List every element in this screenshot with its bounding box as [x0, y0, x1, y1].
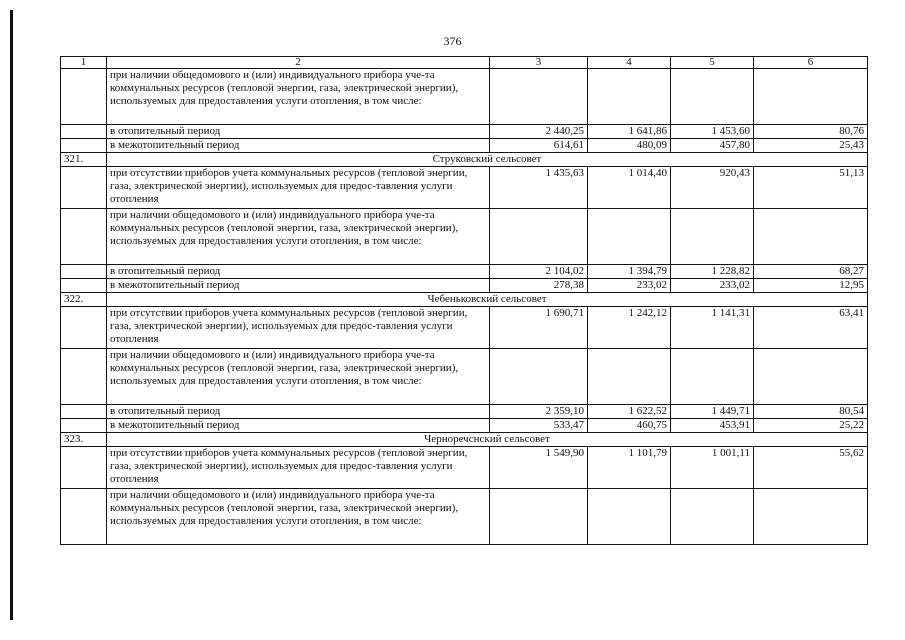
value-col-6: 51,13: [754, 167, 868, 209]
row-number: [61, 349, 107, 405]
table-row: [61, 307, 868, 349]
table-row: [61, 69, 868, 125]
value-col-3: 2 440,25: [490, 125, 588, 139]
header-cell: 4: [588, 57, 671, 69]
value-col-3: 278,38: [490, 279, 588, 293]
header-cell: 3: [490, 57, 588, 69]
value-col-6: 12,95: [754, 279, 868, 293]
value-col-5: 1 228,82: [671, 265, 754, 279]
value-col-4: 1 242,12: [588, 307, 671, 349]
value-col-4: 233,02: [588, 279, 671, 293]
header-cell: 2: [107, 57, 490, 69]
section-row: [61, 153, 868, 167]
row-description: при отсутствии приборов учета коммунальных ресурсов (тепловой энергии, газа, электрической энергии), используемых для предос-тавления услуги отопления: [107, 307, 490, 349]
row-description: в межотопительный период: [107, 419, 490, 433]
value-col-6: [754, 349, 868, 405]
header-cell: 1: [61, 57, 107, 69]
value-col-5: 457,80: [671, 139, 754, 153]
row-number: [61, 167, 107, 209]
value-col-4: 1 101,79: [588, 447, 671, 489]
value-col-5: [671, 209, 754, 265]
page-number: 376: [443, 34, 462, 48]
value-col-6: [754, 69, 868, 125]
row-number: [61, 447, 107, 489]
value-col-4: [588, 489, 671, 545]
row-description: в межотопительный период: [107, 139, 490, 153]
table-row: [61, 265, 868, 279]
row-description: при наличии общедомового и (или) индивидуального прибора уче-та коммунальных ресурсов (тепловой энергии, газа, электрической энергии), используемых для предоставления услуги отопления, в том числе:: [107, 69, 490, 125]
value-col-5: 1 001,11: [671, 447, 754, 489]
table-row: [61, 405, 868, 419]
section-title: Чебеньковский сельсовет: [107, 293, 868, 307]
value-col-3: [490, 349, 588, 405]
value-col-5: 1 449,71: [671, 405, 754, 419]
row-description: в межотопительный период: [107, 279, 490, 293]
value-col-6: 55,62: [754, 447, 868, 489]
row-number: [61, 489, 107, 545]
tariff-table-body: [61, 57, 868, 545]
section-row: [61, 433, 868, 447]
row-description: в отопительный период: [107, 125, 490, 139]
value-col-5: 920,43: [671, 167, 754, 209]
row-description: при наличии общедомового и (или) индивидуального прибора уче-та коммунальных ресурсов (тепловой энергии, газа, электрической энергии), используемых для предоставления услуги отопления, в том числе:: [107, 209, 490, 265]
value-col-3: 2 359,10: [490, 405, 588, 419]
value-col-6: 80,76: [754, 125, 868, 139]
value-col-5: [671, 349, 754, 405]
header-cell: 6: [754, 57, 868, 69]
section-number: 322.: [61, 293, 107, 307]
value-col-6: [754, 209, 868, 265]
section-row: [61, 293, 868, 307]
value-col-4: [588, 69, 671, 125]
value-col-4: 460,75: [588, 419, 671, 433]
section-title: Черноречснский сельсовет: [107, 433, 868, 447]
table-row: [61, 167, 868, 209]
row-description: при отсутствии приборов учета коммунальных ресурсов (тепловой энергии, газа, электрической энергии), используемых для предос-тавления услуги отопления: [107, 447, 490, 489]
value-col-5: [671, 69, 754, 125]
value-col-5: 233,02: [671, 279, 754, 293]
row-number: [61, 405, 107, 419]
value-col-4: [588, 209, 671, 265]
value-col-4: 1 622,52: [588, 405, 671, 419]
row-number: [61, 265, 107, 279]
value-col-3: 533,47: [490, 419, 588, 433]
table-row: [61, 349, 868, 405]
row-number: [61, 125, 107, 139]
value-col-3: 614,61: [490, 139, 588, 153]
value-col-4: 1 014,40: [588, 167, 671, 209]
value-col-4: 1 394,79: [588, 265, 671, 279]
value-col-3: 1 435,63: [490, 167, 588, 209]
value-col-6: 63,41: [754, 307, 868, 349]
value-col-3: [490, 209, 588, 265]
row-description: при наличии общедомового и (или) индивидуального прибора уче-та коммунальных ресурсов (тепловой энергии, газа, электрической энергии), используемых для предоставления услуги отопления, в том числе:: [107, 349, 490, 405]
value-col-3: [490, 69, 588, 125]
value-col-6: 80,54: [754, 405, 868, 419]
tariff-table: [60, 56, 868, 545]
section-number: 321.: [61, 153, 107, 167]
table-row: [61, 139, 868, 153]
table-row: [61, 209, 868, 265]
row-description: в отопительный период: [107, 265, 490, 279]
row-number: [61, 307, 107, 349]
value-col-3: 2 104,02: [490, 265, 588, 279]
value-col-4: [588, 349, 671, 405]
left-margin-rule: [10, 10, 13, 620]
row-number: [61, 209, 107, 265]
value-col-6: 25,43: [754, 139, 868, 153]
value-col-4: 480,09: [588, 139, 671, 153]
column-number-header: [61, 57, 868, 69]
value-col-5: [671, 489, 754, 545]
section-title: Струковский сельсовет: [107, 153, 868, 167]
row-number: [61, 419, 107, 433]
section-number: 323.: [61, 433, 107, 447]
row-description: при отсутствии приборов учета коммунальных ресурсов (тепловой энергии, газа, электрической энергии), используемых для предос-тавления услуги отопления: [107, 167, 490, 209]
value-col-5: 1 453,60: [671, 125, 754, 139]
value-col-6: 68,27: [754, 265, 868, 279]
header-cell: 5: [671, 57, 754, 69]
value-col-3: 1 690,71: [490, 307, 588, 349]
value-col-5: 453,91: [671, 419, 754, 433]
value-col-6: 25,22: [754, 419, 868, 433]
row-description: в отопительный период: [107, 405, 490, 419]
row-number: [61, 139, 107, 153]
value-col-6: [754, 489, 868, 545]
row-description: при наличии общедомового и (или) индивидуального прибора уче-та коммунальных ресурсов (тепловой энергии, газа, электрической энергии), используемых для предоставления услуги отопления, в том числе:: [107, 489, 490, 545]
table-row: [61, 125, 868, 139]
value-col-3: [490, 489, 588, 545]
row-number: [61, 279, 107, 293]
value-col-5: 1 141,31: [671, 307, 754, 349]
value-col-4: 1 641,86: [588, 125, 671, 139]
table-row: [61, 279, 868, 293]
value-col-3: 1 549,90: [490, 447, 588, 489]
table-row: [61, 447, 868, 489]
row-number: [61, 69, 107, 125]
table-row: [61, 489, 868, 545]
table-row: [61, 419, 868, 433]
